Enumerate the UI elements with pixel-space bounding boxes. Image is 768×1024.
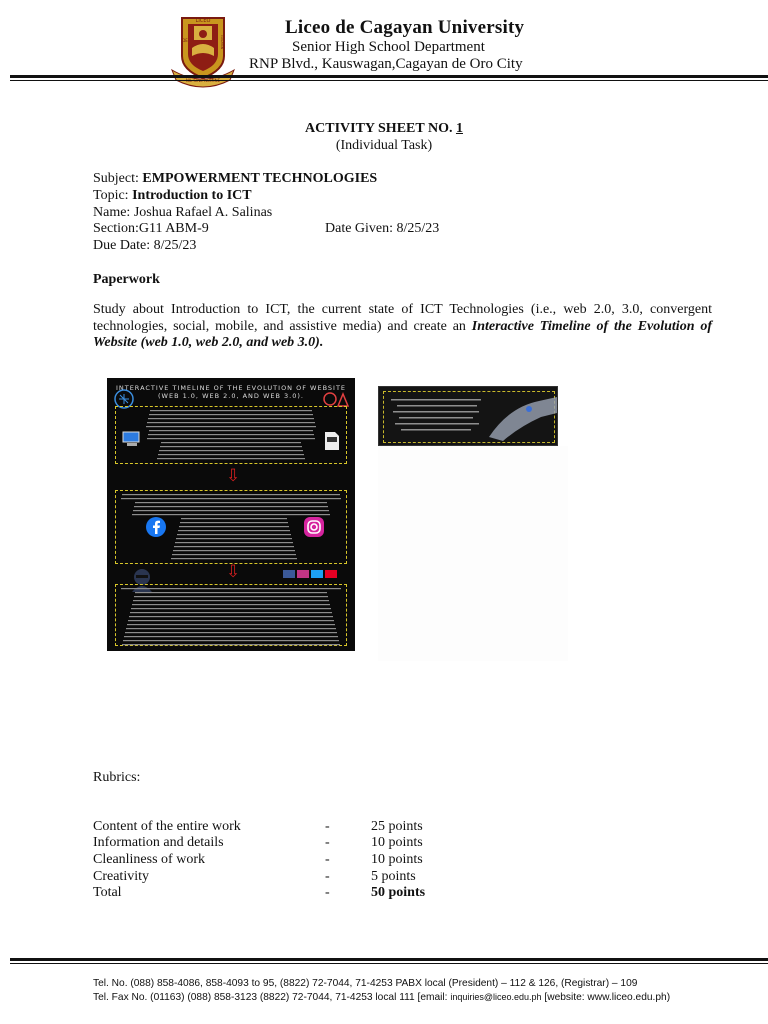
subject-line [93, 171, 377, 187]
date-given: Date Given: 8/25/23 [325, 221, 440, 236]
rubric-points: 25 points [371, 819, 423, 834]
down-arrow-icon-2: ⇩ [226, 562, 241, 582]
paperwork-emphasis: Interactive Timeline of the Evolution of Website (web 1.0, web 2.0, and web 3.0). [93, 318, 712, 350]
university-address: RNP Blvd., Kauswagan,Cagayan de Oro City [249, 56, 523, 72]
seal-top-text: LICEO [195, 18, 211, 24]
down-arrow-icon: ⇩ [226, 466, 241, 486]
footer-divider-thin [10, 963, 768, 964]
task-type: (Individual Task) [335, 138, 433, 153]
subject-value: EMPOWERMENT TECHNOLOGIES [142, 171, 378, 186]
topic-line [93, 188, 252, 204]
seal-left-text: DE [182, 38, 188, 43]
rubric-criterion: Information and details [93, 835, 224, 850]
rubric-total-row [93, 885, 453, 902]
subject-label: Subject: [93, 171, 143, 186]
poster-text-lines [107, 378, 355, 651]
rubric-points: 5 points [371, 869, 416, 884]
rubric-points: 10 points [371, 835, 423, 850]
paperwork-instructions [93, 302, 712, 352]
robot-hand-icon [379, 387, 558, 446]
rubric-dash: - [325, 835, 330, 850]
rubric-row [93, 852, 453, 869]
rubrics-heading: Rubrics: [93, 770, 141, 785]
rubric-points: 10 points [371, 852, 423, 867]
due-date: Due Date: 8/25/23 [93, 238, 197, 253]
rubric-row [93, 869, 453, 886]
header-divider-thin [10, 80, 768, 81]
activity-prefix: ACTIVITY SHEET NO. [305, 121, 456, 136]
footer-website: [website: www.liceo.edu.ph) [541, 992, 671, 1003]
footer-email: inquiries@liceo.edu.ph [450, 992, 542, 1002]
rubric-dash: - [325, 852, 330, 867]
timeline-poster-image [107, 378, 355, 651]
section-line: Section:G11 ABM-9 [93, 221, 209, 236]
rubric-dash: - [325, 869, 330, 884]
rubric-criterion: Cleanliness of work [93, 852, 205, 867]
header-divider [10, 75, 768, 78]
footer-fax-text: Tel. Fax No. (01163) (088) 858-3123 (8822) 72-7044, 71-4253 local 111 [email: [93, 992, 451, 1003]
rubric-dash: - [325, 819, 330, 834]
topic-label: Topic: [93, 188, 133, 203]
paperwork-heading: Paperwork [93, 272, 160, 287]
rubric-criterion: Creativity [93, 869, 149, 884]
thumbnail-blank-area [378, 446, 568, 661]
rubric-row [93, 819, 453, 836]
topic-value: Introduction to ICT [132, 188, 252, 203]
rubric-row [93, 835, 453, 852]
rubric-criterion: Content of the entire work [93, 819, 241, 834]
student-name: Name: Joshua Rafael A. Salinas [93, 205, 273, 220]
university-name: Liceo de Cagayan University [285, 17, 525, 38]
seal-right-text: CAGAYAN [220, 34, 224, 50]
poster-title-line1: INTERACTIVE TIMELINE OF THE EVOLUTION OF WEBSITE [115, 384, 347, 392]
department-name: Senior High School Department [292, 39, 485, 55]
rubric-total-points: 50 points [371, 885, 426, 900]
poster-title-line2: (WEB 1.0, WEB 2.0, AND WEB 3.0). [158, 392, 304, 400]
rubric-criterion: Total [93, 885, 122, 900]
activity-number: 1 [455, 121, 463, 136]
footer-fax-line [93, 992, 670, 1003]
timeline-poster-thumbnail [378, 386, 558, 446]
activity-title [0, 121, 768, 137]
footer-phone-line: Tel. No. (088) 858-4086, 858-4093 to 95, (8822) 72-7044, 71-4253 PABX local (President) – 112 & 126, (Registrar) – 109 [93, 978, 638, 989]
paperwork-text: Study about Introduction to ICT, the current state of ICT Technologies (i.e., web 2.0, 3.0, convergent technologies, social, mobile, and assistive media) and create an [93, 302, 712, 334]
rubric-dash: - [325, 885, 330, 900]
footer-divider [10, 958, 768, 961]
